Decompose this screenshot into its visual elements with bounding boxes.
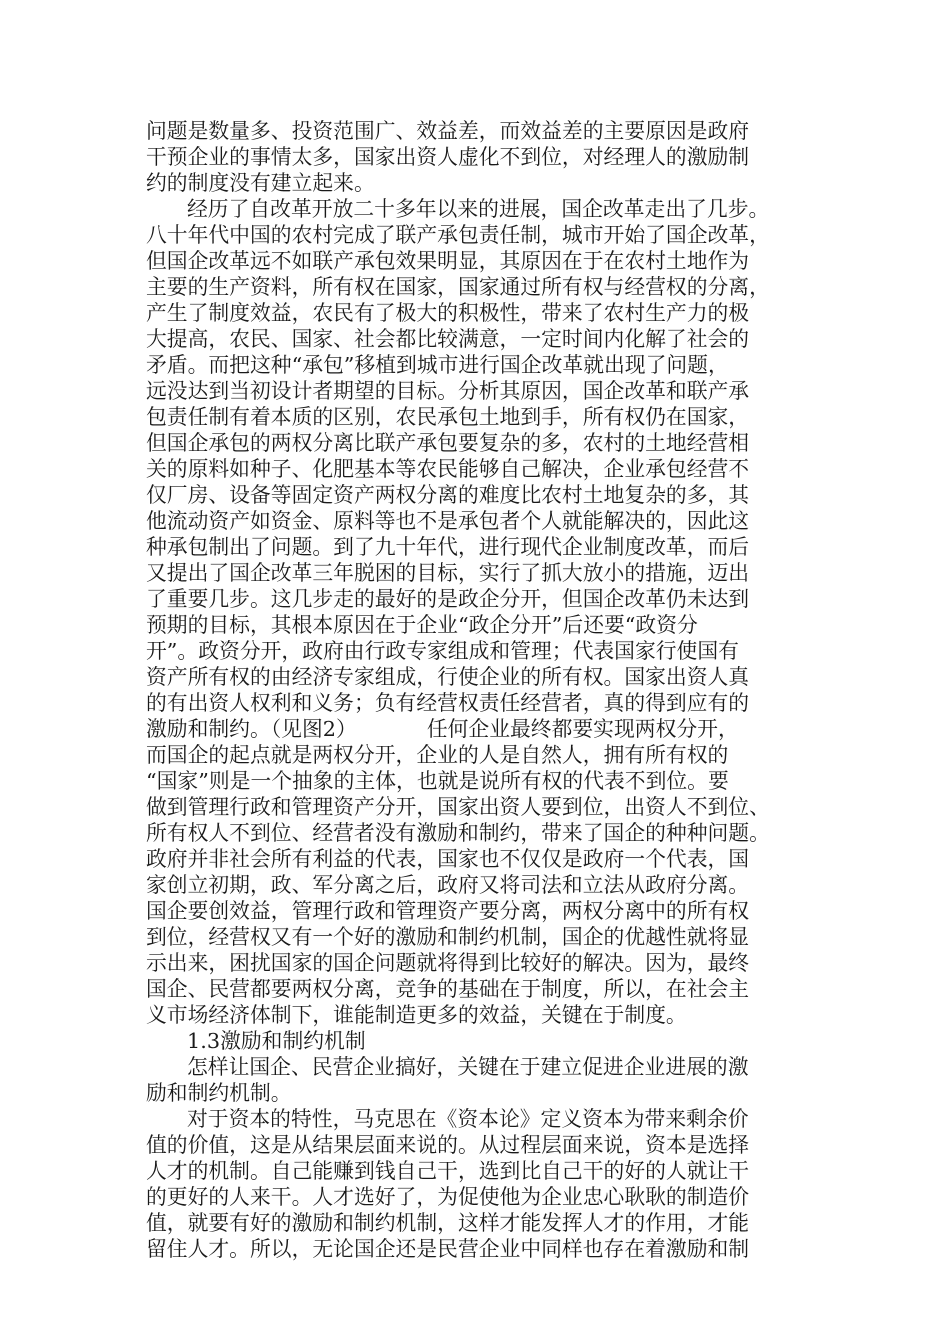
text-line-content: 他流动资产如资金、原料等也不是承包者个人就能解决的，因此这 bbox=[146, 509, 750, 533]
text-line bbox=[146, 976, 806, 1002]
text-line-content: 矛盾。而把这种“承包”移植到城市进行国企改革就出现了问题， bbox=[146, 353, 729, 377]
text-line-content: 但国企承包的两权分离比联产承包要复杂的多，农村的土地经营相 bbox=[146, 431, 750, 455]
text-line-content: 了重要几步。这几步走的最好的是政企分开，但国企改革仍未达到 bbox=[146, 587, 750, 611]
text-line-content: 仅厂房、设备等固定资产两权分离的难度比农村土地复杂的多，其 bbox=[146, 483, 750, 507]
text-line bbox=[146, 716, 806, 742]
text-line-content: 对于资本的特性，马克思在《资本论》定义资本为带来剩余价 bbox=[187, 1107, 749, 1131]
text-line bbox=[146, 690, 806, 716]
text-line bbox=[146, 274, 806, 300]
text-line bbox=[146, 898, 806, 924]
text-line bbox=[146, 742, 806, 768]
text-line bbox=[146, 1080, 806, 1106]
text-line bbox=[146, 1002, 806, 1028]
text-line-content: 怎样让国企、民营企业搞好，关键在于建立促进企业进展的激 bbox=[187, 1055, 749, 1079]
text-line bbox=[146, 508, 806, 534]
text-line-content: 的有出资人权利和义务；负有经营权责任经营者，真的得到应有的 bbox=[146, 691, 750, 715]
text-line bbox=[146, 872, 806, 898]
text-line-content: 种承包制出了问题。到了九十年代，进行现代企业制度改革，而后 bbox=[146, 535, 750, 559]
text-line bbox=[146, 248, 806, 274]
text-line-content: 国企、民营都要两权分离，竞争的基础在于制度，所以，在社会主 bbox=[146, 977, 750, 1001]
text-line-content: 值，就要有好的激励和制约机制，这样才能发挥人才的作用，才能 bbox=[146, 1211, 750, 1235]
text-line-content: 远没达到当初设计者期望的目标。分析其原因，国企改革和联产承 bbox=[146, 379, 750, 403]
text-line-content: 激励和制约。（见图2） bbox=[146, 717, 357, 741]
text-line bbox=[146, 1054, 806, 1080]
text-line bbox=[146, 118, 806, 144]
text-line bbox=[146, 430, 806, 456]
text-line bbox=[146, 404, 806, 430]
text-line bbox=[146, 144, 806, 170]
text-line-content: 但国企改革远不如联产承包效果明显，其原因在于在农村土地作为 bbox=[146, 249, 750, 273]
text-line-content: 约的制度没有建立起来。 bbox=[146, 171, 375, 195]
text-line bbox=[146, 560, 806, 586]
text-line-content: 问题是数量多、投资范围广、效益差，而效益差的主要原因是政府 bbox=[146, 119, 750, 143]
text-line-content: 关的原料如种子、化肥基本等农民能够自己解决，企业承包经营不 bbox=[146, 457, 750, 481]
text-line-content: 国企要创效益，管理行政和管理资产要分离，两权分离中的所有权 bbox=[146, 899, 750, 923]
text-line-continuation: 任何企业最终都要实现两权分开， bbox=[426, 717, 739, 741]
text-line bbox=[146, 196, 806, 222]
text-line bbox=[146, 612, 806, 638]
text-line-content: 政府并非社会所有利益的代表，国家也不仅仅是政府一个代表，国 bbox=[146, 847, 750, 871]
text-line-content: 资产所有权的由经济专家组成，行使企业的所有权。国家出资人真 bbox=[146, 665, 750, 689]
text-line bbox=[146, 1028, 806, 1054]
text-line bbox=[146, 1236, 806, 1262]
text-line-content: 预期的目标，其根本原因在于企业“政企分开”后还要“政资分 bbox=[146, 613, 698, 637]
text-line bbox=[146, 820, 806, 846]
text-line-content: 到位，经营权又有一个好的激励和制约机制，国企的优越性就将显 bbox=[146, 925, 750, 949]
text-line bbox=[146, 586, 806, 612]
text-line bbox=[146, 1132, 806, 1158]
text-line-content: 义市场经济体制下，谁能制造更多的效益，关键在于制度。 bbox=[146, 1003, 687, 1027]
text-line-content: 大提高，农民、国家、社会都比较满意，一定时间内化解了社会的 bbox=[146, 327, 750, 351]
text-line-content: 做到管理行政和管理资产分开，国家出资人要到位，出资人不到位、 bbox=[146, 795, 770, 819]
text-line bbox=[146, 326, 806, 352]
text-line bbox=[146, 794, 806, 820]
text-line-content: 包责任制有着本质的区别，农民承包土地到手，所有权仍在国家， bbox=[146, 405, 750, 429]
text-line-content: 又提出了国企改革三年脱困的目标，实行了抓大放小的措施，迈出 bbox=[146, 561, 750, 585]
text-line bbox=[146, 482, 806, 508]
text-line-content: 示出来，困扰国家的国企问题就将得到比较好的解决。因为，最终 bbox=[146, 951, 750, 975]
text-line bbox=[146, 378, 806, 404]
text-line bbox=[146, 768, 806, 794]
text-line-content: 1.3激励和制约机制 bbox=[187, 1029, 366, 1053]
text-line-content: 经历了自改革开放二十多年以来的进展，国企改革走出了几步。 bbox=[187, 197, 770, 221]
text-line-content: 人才的机制。自己能赚到钱自己干，选到比自己干的好的人就让干 bbox=[146, 1159, 750, 1183]
text-line-content: 值的价值，这是从结果层面来说的。从过程层面来说，资本是选择 bbox=[146, 1133, 750, 1157]
text-line-content: “国家”则是一个抽象的主体，也就是说所有权的代表不到位。要 bbox=[146, 769, 729, 793]
text-line-content: 主要的生产资料，所有权在国家，国家通过所有权与经营权的分离， bbox=[146, 275, 770, 299]
text-line-content: 开”。政资分开，政府由行政专家组成和管理；代表国家行使国有 bbox=[146, 639, 739, 663]
text-line-content: 所有权人不到位、经营者没有激励和制约，带来了国企的种种问题。 bbox=[146, 821, 770, 845]
text-line bbox=[146, 222, 806, 248]
text-line-content: 而国企的起点就是两权分开，企业的人是自然人，拥有所有权的 bbox=[146, 743, 729, 767]
body-text bbox=[146, 118, 806, 1262]
text-line bbox=[146, 534, 806, 560]
text-line bbox=[146, 846, 806, 872]
text-line-content: 干预企业的事情太多，国家出资人虚化不到位，对经理人的激励制 bbox=[146, 145, 750, 169]
text-line bbox=[146, 1210, 806, 1236]
text-line bbox=[146, 924, 806, 950]
text-line-content: 产生了制度效益，农民有了极大的积极性，带来了农村生产力的极 bbox=[146, 301, 750, 325]
text-line bbox=[146, 1106, 806, 1132]
text-line bbox=[146, 352, 806, 378]
text-line-content: 家创立初期，政、军分离之后，政府又将司法和立法从政府分离。 bbox=[146, 873, 750, 897]
text-line bbox=[146, 170, 806, 196]
text-line bbox=[146, 1184, 806, 1210]
text-line bbox=[146, 456, 806, 482]
text-line bbox=[146, 300, 806, 326]
text-line-content: 的更好的人来干。人才选好了，为促使他为企业忠心耿耿的制造价 bbox=[146, 1185, 750, 1209]
text-line-content: 励和制约机制。 bbox=[146, 1081, 292, 1105]
text-line bbox=[146, 1158, 806, 1184]
text-line-content: 八十年代中国的农村完成了联产承包责任制，城市开始了国企改革， bbox=[146, 223, 770, 247]
text-line bbox=[146, 950, 806, 976]
text-line bbox=[146, 638, 806, 664]
text-line bbox=[146, 664, 806, 690]
text-line-content: 留住人才。所以，无论国企还是民营企业中同样也存在着激励和制 bbox=[146, 1237, 750, 1261]
